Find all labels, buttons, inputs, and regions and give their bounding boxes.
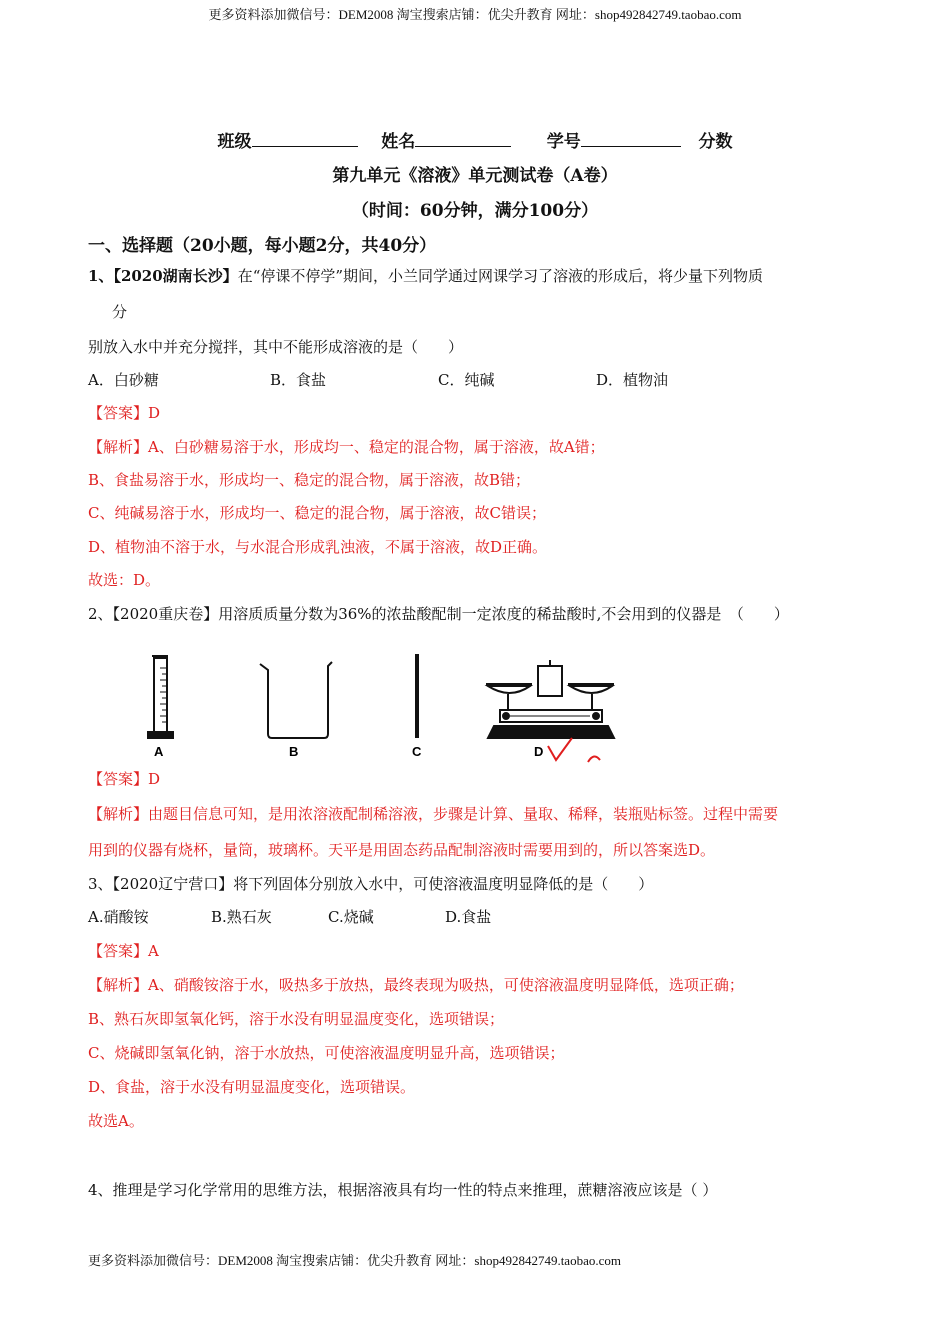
q3-option-d[interactable]: D.食盐 — [445, 908, 492, 926]
answer-label: 【答案】 — [88, 404, 149, 422]
q2-text: 【2020重庆卷】用溶质质量分数为36%的浓盐酸配制一定浓度的稀盐酸时,不会用到的仪器是 （ ） — [112, 605, 789, 623]
q1-line2: 分 — [112, 303, 128, 321]
number-blank[interactable] — [581, 132, 681, 147]
q3-answer — [88, 940, 159, 961]
q1-analysis-line: D、植物油不溶于水，与水混合形成乳浊液，不属于溶液，故D正确。 — [88, 538, 548, 556]
beaker-icon — [260, 662, 332, 738]
glass-rod-icon — [415, 654, 419, 738]
q1-option-d[interactable]: D．植物油 — [596, 371, 669, 389]
page-subtitle: （时间：60分钟，满分100分） — [351, 201, 599, 221]
analysis-text: A、硝酸铵溶于水，吸热多于放热，最终表现为吸热，可使溶液温度明显降低，选项正确； — [148, 976, 744, 994]
q3-conclusion: 故选A。 — [88, 1112, 144, 1130]
analysis-label: 【解析】 — [88, 976, 149, 994]
q3-analysis-line — [88, 974, 744, 995]
q1-options — [88, 369, 668, 390]
q3-text: 【2020辽宁营口】将下列固体分别放入水中，可使溶液温度明显降低的是（ ） — [112, 875, 654, 893]
q2-answer — [88, 768, 160, 789]
q1-line1 — [88, 265, 763, 286]
name-label: 姓名 — [381, 132, 416, 152]
analysis-label: 【解析】 — [88, 805, 149, 823]
figure-label-b: B — [289, 744, 299, 759]
q1-conclusion: 故选：D。 — [88, 571, 161, 589]
name-blank[interactable] — [415, 132, 511, 147]
score-label: 分数 — [698, 132, 733, 152]
header-note: 更多资料添加微信号：DEM2008 淘宝搜索店铺：优尖升教育 网址：shop492842749.taobao.com — [208, 7, 742, 22]
analysis-text: A、白砂糖易溶于水，形成均一、稳定的混合物，属于溶液，故A错； — [148, 438, 605, 456]
q1-number: 1、 — [88, 267, 114, 285]
q1-text: 在“停课不停学”期间，小兰同学通过网课学习了溶液的形成后，将少量下列物质 — [237, 267, 764, 285]
q2-line1 — [88, 603, 789, 624]
answer-value: A — [148, 942, 159, 960]
q4-number: 4、 — [88, 1181, 113, 1199]
q2-analysis-line — [88, 803, 778, 824]
q3-analysis-line: B、熟石灰即氢氧化钙，溶于水没有明显温度变化，选项错误； — [88, 1010, 505, 1028]
figure-label-d: D — [534, 744, 544, 759]
red-mark-icon — [588, 756, 600, 762]
page-title: 第九单元《溶液》单元测试卷（A卷） — [332, 166, 618, 186]
analysis-text: 由题目信息可知，是用浓溶液配制稀溶液，步骤是计算、量取、稀释，装瓶贴标签。过程中需要 — [148, 805, 779, 823]
q1-answer — [88, 402, 160, 423]
q1-analysis-line — [88, 436, 605, 457]
class-blank[interactable] — [252, 132, 358, 147]
checkmark-icon — [548, 738, 572, 760]
figure-label-c: C — [412, 744, 422, 759]
section-heading: 一、选择题（20小题，每小题2分，共40分） — [88, 236, 437, 256]
q4-line1 — [88, 1179, 717, 1200]
q1-option-a[interactable]: A．白砂糖 — [88, 371, 159, 389]
lab-equipment-figure — [110, 648, 630, 768]
class-label: 班级 — [217, 132, 252, 152]
answer-label: 【答案】 — [88, 770, 149, 788]
q3-option-b[interactable]: B.熟石灰 — [211, 908, 272, 926]
answer-label: 【答案】 — [88, 942, 149, 960]
q3-options — [88, 906, 491, 927]
q3-analysis-line: D、食盐，溶于水没有明显温度变化，选项错误。 — [88, 1078, 416, 1096]
answer-value: D — [148, 770, 161, 788]
q2-number: 2、 — [88, 605, 113, 623]
q3-number: 3、 — [88, 875, 113, 893]
q3-option-c[interactable]: C.烧碱 — [328, 908, 374, 926]
number-label: 学号 — [546, 132, 581, 152]
q1-analysis-line: B、食盐易溶于水，形成均一、稳定的混合物，属于溶液，故B错； — [88, 471, 531, 489]
analysis-label: 【解析】 — [88, 438, 149, 456]
q3-analysis-line: C、烧碱即氢氧化钠，溶于水放热，可使溶液温度明显升高，选项错误； — [88, 1044, 565, 1062]
footer-note: 更多资料添加微信号：DEM2008 淘宝搜索店铺：优尖升教育 网址：shop492842749.taobao.com — [88, 1253, 621, 1268]
q1-analysis-line: C、纯碱易溶于水，形成均一、稳定的混合物，属于溶液，故C错误； — [88, 504, 546, 522]
q1-option-b[interactable]: B．食盐 — [270, 371, 327, 389]
q2-analysis-line: 用到的仪器有烧杯，量筒，玻璃杯。天平是用固态药品配制溶液时需要用到的，所以答案选D。 — [88, 841, 716, 859]
q3-option-a[interactable]: A.硝酸铵 — [88, 908, 149, 926]
student-info-line — [0, 127, 950, 152]
q1-tag: 【2020湖南长沙】 — [113, 267, 238, 285]
q1-line3: 别放入水中并充分搅拌，其中不能形成溶液的是（ ） — [88, 338, 464, 356]
balance-scale-icon — [486, 660, 614, 738]
figure-label-a: A — [154, 744, 164, 759]
graduated-cylinder-icon — [148, 656, 173, 738]
q3-line1 — [88, 873, 653, 894]
q1-option-c[interactable]: C．纯碱 — [438, 371, 495, 389]
answer-value: D — [148, 404, 161, 422]
q4-text: 推理是学习化学常用的思维方法，根据溶液具有均一性的特点来推理，蔗糖溶液应该是（ ） — [112, 1181, 718, 1199]
